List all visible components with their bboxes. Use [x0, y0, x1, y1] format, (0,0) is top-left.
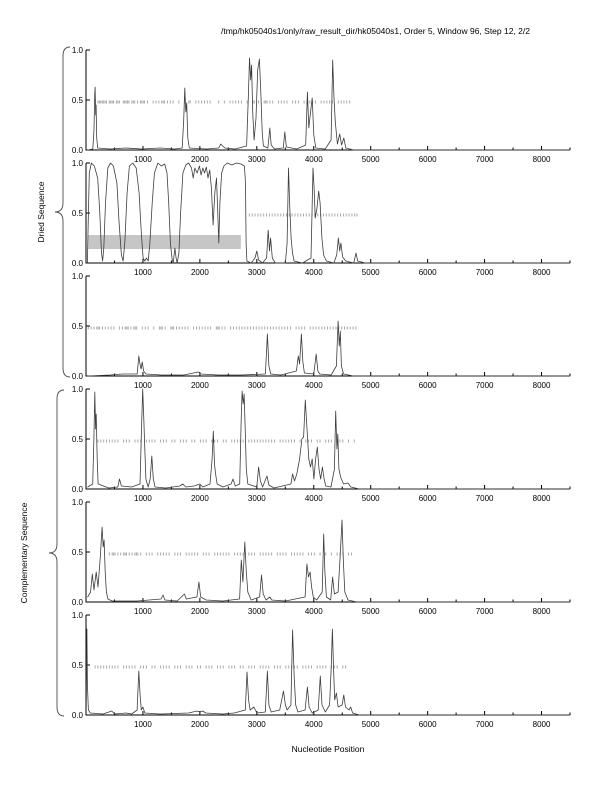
y-tick-label: 1.0	[71, 46, 83, 55]
x-tick-label: 6000	[418, 720, 437, 729]
midline-ticks	[98, 440, 354, 443]
x-tick-label: 8000	[532, 155, 551, 164]
y-tick-label: 0.0	[71, 372, 83, 381]
x-tick-label: 1000	[134, 607, 152, 616]
x-axis-label: Nucleotide Position	[291, 744, 365, 754]
tick-marks	[86, 615, 570, 715]
x-tick-label: 5000	[361, 720, 380, 729]
panel-complementary-2	[62, 498, 578, 616]
group-label-complementary-sequence: Complementary Sequence	[19, 502, 29, 604]
axes	[86, 276, 570, 376]
panel-dried-3	[62, 272, 578, 390]
y-tick-label: 1.0	[71, 611, 83, 620]
y-tick-label: 0.5	[71, 322, 83, 331]
x-tick-label: 3000	[247, 494, 266, 503]
x-tick-label: 7000	[475, 381, 494, 390]
x-tick-label: 4000	[304, 494, 323, 503]
trace	[88, 321, 570, 376]
x-tick-label: 7000	[475, 494, 494, 503]
x-tick-label: 4000	[304, 720, 323, 729]
trace	[88, 58, 570, 150]
x-tick-label: 5000	[361, 268, 380, 277]
y-tick-label: 1.0	[71, 272, 83, 281]
axes	[86, 50, 570, 150]
tick-marks	[86, 50, 570, 150]
y-tick-label: 0.5	[71, 661, 83, 670]
y-tick-label: 0.0	[71, 711, 83, 720]
figure-title: /tmp/hk05040s1/only/raw_result_dir/hk05040s1, Order 5, Window 96, Step 12, 2/2	[220, 26, 530, 36]
x-tick-label: 7000	[475, 155, 494, 164]
group-label-dried-sequence: Dried Sequence	[36, 181, 46, 243]
midline-ticks	[88, 327, 356, 330]
x-tick-label: 5000	[361, 494, 380, 503]
midline-ticks	[109, 553, 351, 556]
x-tick-label: 6000	[418, 268, 437, 277]
x-tick-label: 1000	[134, 494, 152, 503]
tick-marks	[86, 502, 570, 602]
axes	[86, 615, 570, 715]
tick-marks	[86, 276, 570, 376]
highlight-band	[88, 235, 241, 249]
y-tick-label: 1.0	[71, 159, 83, 168]
x-tick-label: 2000	[190, 268, 209, 277]
x-tick-label: 2000	[190, 381, 209, 390]
x-tick-label: 1000	[134, 720, 152, 729]
y-tick-label: 0.5	[71, 548, 83, 557]
x-tick-label: 6000	[418, 381, 437, 390]
x-tick-label: 1000	[134, 268, 152, 277]
x-tick-label: 4000	[304, 155, 323, 164]
tick-marks	[86, 389, 570, 489]
y-tick-label: 1.0	[71, 498, 83, 507]
x-tick-label: 7000	[475, 720, 494, 729]
x-tick-label: 8000	[532, 494, 551, 503]
x-tick-label: 8000	[532, 720, 551, 729]
y-tick-label: 0.0	[71, 146, 83, 155]
x-tick-label: 3000	[247, 268, 266, 277]
y-tick-label: 1.0	[71, 385, 83, 394]
axes	[86, 502, 570, 602]
y-tick-label: 0.5	[71, 96, 83, 105]
x-tick-label: 6000	[418, 155, 437, 164]
y-tick-label: 0.5	[71, 435, 83, 444]
x-tick-label: 3000	[247, 155, 266, 164]
x-tick-label: 5000	[361, 607, 380, 616]
trace	[86, 629, 570, 715]
x-tick-label: 6000	[418, 494, 437, 503]
x-tick-label: 4000	[304, 381, 323, 390]
x-tick-label: 8000	[532, 607, 551, 616]
x-tick-label: 1000	[134, 381, 152, 390]
x-tick-label: 2000	[190, 494, 209, 503]
trace	[88, 520, 570, 602]
x-tick-label: 4000	[304, 268, 323, 277]
axes	[86, 389, 570, 489]
x-tick-label: 7000	[475, 268, 494, 277]
midline-ticks	[249, 214, 357, 217]
panel-dried-1	[62, 46, 578, 164]
x-tick-label: 1000	[134, 155, 152, 164]
panel-dried-2	[62, 159, 578, 277]
panel-complementary-3	[62, 611, 578, 729]
x-tick-label: 6000	[418, 607, 437, 616]
x-tick-label: 5000	[361, 381, 380, 390]
x-tick-label: 8000	[532, 268, 551, 277]
x-tick-label: 3000	[247, 607, 266, 616]
y-tick-label: 0.0	[71, 259, 83, 268]
x-tick-label: 7000	[475, 607, 494, 616]
x-tick-label: 2000	[190, 607, 209, 616]
trace	[88, 389, 570, 489]
midline-ticks	[95, 666, 346, 669]
x-tick-label: 2000	[190, 720, 209, 729]
x-tick-label: 4000	[304, 607, 323, 616]
y-tick-label: 0.5	[71, 209, 83, 218]
x-tick-label: 2000	[190, 155, 209, 164]
y-tick-label: 0.0	[71, 598, 83, 607]
x-tick-label: 8000	[532, 381, 551, 390]
y-tick-label: 0.0	[71, 485, 83, 494]
panel-complementary-1	[62, 385, 578, 503]
x-tick-label: 3000	[247, 720, 266, 729]
x-tick-label: 3000	[247, 381, 266, 390]
x-tick-label: 5000	[361, 155, 380, 164]
